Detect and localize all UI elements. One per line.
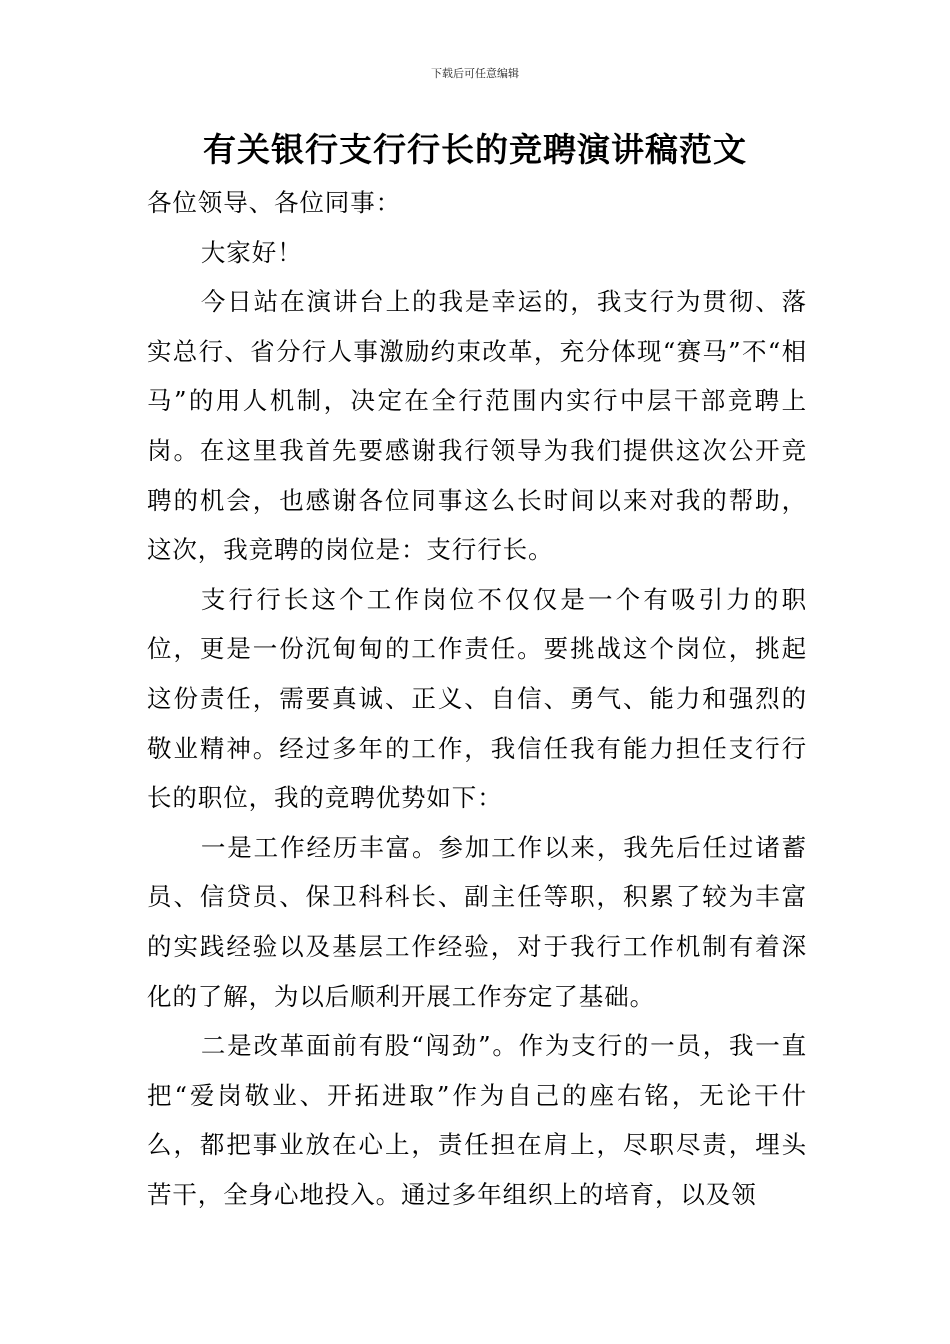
document-title: 有关银行支行行长的竞聘演讲稿范文: [203, 130, 747, 169]
paragraph-2: 支行行长这个工作岗位不仅仅是一个有吸引力的职位，更是一份沉甸甸的工作责任。要挑战这个岗位，挑起这份责任，需要真诚、正义、自信、勇气、能力和强烈的敬业精神。经过多年的工作，我信任我有能力担任支行行长的职位，我的竞聘优势如下：: [147, 584, 807, 813]
document-body: [147, 178, 807, 1219]
paragraph-1: 今日站在演讲台上的我是幸运的，我支行为贯彻、落实总行、省分行人事激励约束改革，充分体现“赛马”不“相马”的用人机制，决定在全行范围内实行中层干部竞聘上岗。在这里我首先要感谢我行领导为我们提供这次公开竞聘的机会，也感谢各位同事这么长时间以来对我的帮助，这次，我竞聘的岗位是：支行行长。: [147, 287, 807, 565]
salutation: 各位领导、各位同事：: [147, 188, 401, 217]
greeting: 大家好！: [200, 237, 303, 267]
paragraph-3: 一是工作经历丰富。参加工作以来，我先后任过诸蓄员、信贷员、保卫科科长、副主任等职，积累了较为丰富的实践经验以及基层工作经验，对于我行工作机制有着深化的了解，为以后顺利开展工作夯定了基础。: [147, 832, 807, 1011]
paragraph-4: 二是改革面前有股“闯劲”。作为支行的一员，我一直把“爱岗敬业、开拓进取”作为自己的座右铭，无论干什么，都把事业放在心上，责任担在肩上，尽职尽责，埋头苦干，全身心地投入。通过多年组织上的培育，以及领: [147, 1031, 807, 1209]
header-note: 下载后可任意编辑: [431, 67, 519, 80]
